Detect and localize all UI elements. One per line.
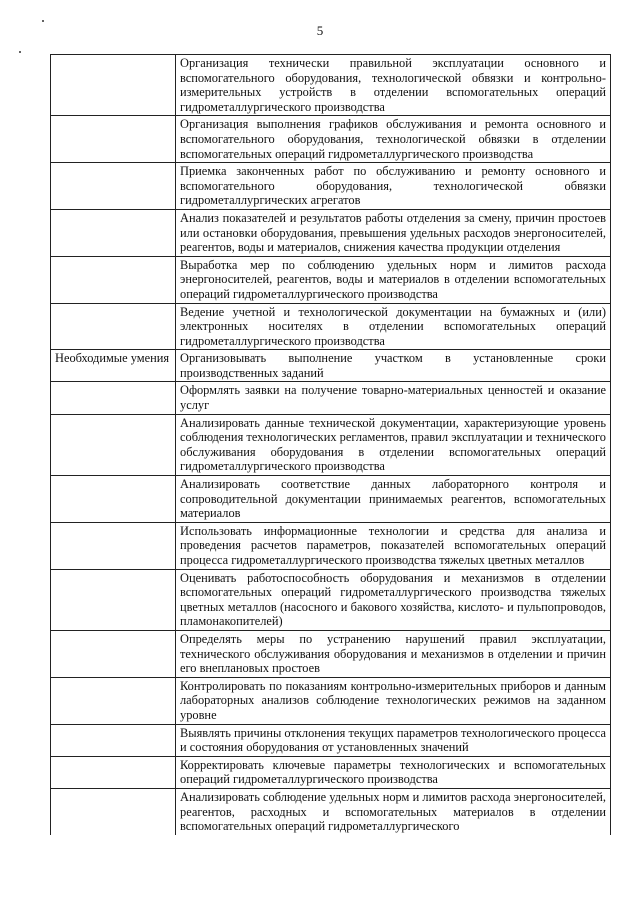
- table-row: [51, 724, 611, 756]
- table-row: [51, 382, 611, 414]
- table-row: [51, 414, 611, 475]
- row-text: Оформлять заявки на получение товарно-материальных ценностей и оказание услуг: [176, 382, 611, 414]
- table-row: [51, 55, 611, 116]
- table-row: [51, 350, 611, 382]
- row-label: [51, 303, 176, 350]
- row-text: Ведение учетной и технологической документации на бумажных и (или) электронных носителях в отделении вспомогательных операций гидрометаллургического производства: [176, 303, 611, 350]
- row-text: Определять меры по устранению нарушений правил эксплуатации, технического обслуживания оборудования и механизмов в отделении и причин его внеплановых простоев: [176, 630, 611, 677]
- row-text: Организация выполнения графиков обслуживания и ремонта основного и вспомогательного оборудования, технологической обвязки в отделении вспомогательных операций гидрометаллургического производства: [176, 116, 611, 163]
- row-text: Контролировать по показаниям контрольно-измерительных приборов и данным лабораторных анализов соблюдение технологических режимов на заданном уровне: [176, 677, 611, 724]
- row-label: [51, 55, 176, 116]
- professional-standard-table: [50, 54, 611, 835]
- table-row: [51, 476, 611, 523]
- row-text: Организация технически правильной эксплуатации основного и вспомогательного оборудования, технологической обвязки и контрольно-измерительных устройств в отделении вспомогательных операций гидрометаллургического производства: [176, 55, 611, 116]
- row-text: Выявлять причины отклонения текущих параметров технологического процесса и состояния оборудования от установленных значений: [176, 724, 611, 756]
- row-text: Анализ показателей и результатов работы отделения за смену, причин простоев или остановки оборудования, превышения удельных расходов энергоносителей, реагентов, воды и материалов, снижения качества продукции отделения: [176, 209, 611, 256]
- row-label: [51, 788, 176, 834]
- row-label: [51, 382, 176, 414]
- row-label: [51, 630, 176, 677]
- scan-speck: [19, 51, 21, 53]
- table-row: [51, 756, 611, 788]
- row-label: [51, 256, 176, 303]
- table-body: [51, 55, 611, 835]
- table-row: [51, 522, 611, 569]
- table-row: [51, 256, 611, 303]
- row-label: [51, 756, 176, 788]
- row-label: Необходимые умения: [51, 350, 176, 382]
- row-text: Корректировать ключевые параметры технологических и вспомогательных операций гидрометаллургического производства: [176, 756, 611, 788]
- row-label: [51, 476, 176, 523]
- row-label: [51, 569, 176, 630]
- row-text: Анализировать соблюдение удельных норм и лимитов расхода энергоносителей, реагентов, расходных и вспомогательных материалов в отделении вспомогательных операций гидрометаллургического: [176, 788, 611, 834]
- table-row: [51, 677, 611, 724]
- row-text: Выработка мер по соблюдению удельных норм и лимитов расхода энергоносителей, реагентов, воды и материалов в отделении вспомогательных операций гидрометаллургического производства: [176, 256, 611, 303]
- row-text: Организовывать выполнение участком в установленные сроки производственных заданий: [176, 350, 611, 382]
- row-text: Приемка законченных работ по обслуживанию и ремонту основного и вспомогательного оборудования, технологической обвязки гидрометаллургических агрегатов: [176, 163, 611, 210]
- row-text: Анализировать данные технической документации, характеризующие уровень соблюдения технологических регламентов, правил эксплуатации и технического обслуживания оборудования в отделении вспомогательных операций гидрометаллургического производства: [176, 414, 611, 475]
- table-row: [51, 163, 611, 210]
- row-label: [51, 522, 176, 569]
- table-row: [51, 569, 611, 630]
- row-label: [51, 163, 176, 210]
- row-label: [51, 677, 176, 724]
- scan-speck: [42, 20, 44, 22]
- row-label: [51, 724, 176, 756]
- row-label: [51, 414, 176, 475]
- table-row: [51, 303, 611, 350]
- table-row: [51, 209, 611, 256]
- page-number: 5: [316, 23, 324, 38]
- table-row: [51, 116, 611, 163]
- row-label: [51, 209, 176, 256]
- row-text: Анализировать соответствие данных лабораторного контроля и сопроводительной документации принимаемых реагентов, вспомогательных материалов: [176, 476, 611, 523]
- row-text: Использовать информационные технологии и средства для анализа и проведения расчетов параметров, показателей вспомогательных операций процесса гидрометаллургического производства тяжелых цветных металлов: [176, 522, 611, 569]
- row-label: [51, 116, 176, 163]
- row-text: Оценивать работоспособность оборудования и механизмов в отделении вспомогательных операций гидрометаллургического производства тяжелых цветных металлов (насосного и бакового хозяйства, кислото- и пульпопроводов, пламонакопителей): [176, 569, 611, 630]
- table-row: [51, 788, 611, 834]
- table-row: [51, 630, 611, 677]
